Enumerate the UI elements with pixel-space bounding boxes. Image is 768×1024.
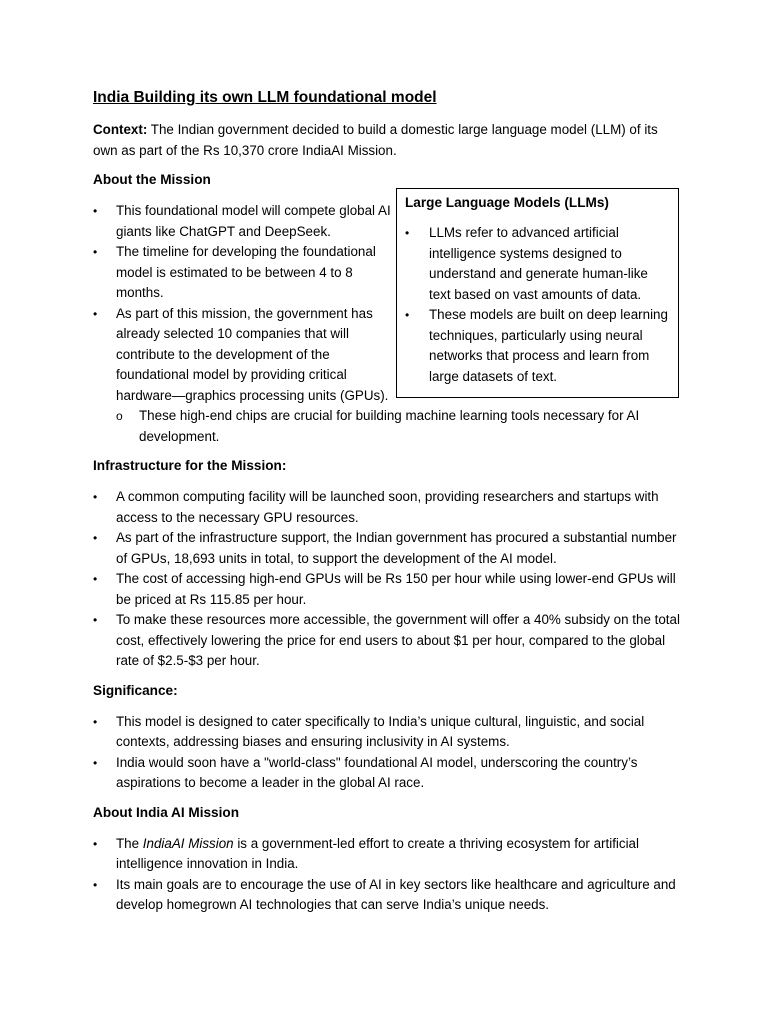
- list-item: • The timeline for developing the foundational model is estimated to be between 4 to 8 months.: [93, 244, 376, 300]
- context-text: The Indian government decided to build a domestic large language model (LLM) of its own as part of the Rs 10,370 crore IndiaAI Mission.: [93, 122, 658, 158]
- bullet-icon: •: [405, 226, 410, 240]
- document-title: India Building its own LLM foundational model: [93, 89, 437, 106]
- bullet-icon: •: [93, 714, 98, 729]
- bullet-icon: •: [93, 755, 98, 770]
- list-item: • As part of this mission, the government has already selected 10 companies that will contribute to the development of the foundational model by providing critical: [93, 305, 373, 382]
- bullet-icon: •: [93, 572, 98, 586]
- bullet-icon: •: [93, 531, 98, 545]
- document-page: [93, 86, 683, 916]
- llm-info-box: [396, 188, 679, 398]
- bullet-icon: •: [93, 490, 98, 504]
- hollow-bullet-icon: o: [116, 409, 123, 423]
- bullet-icon: •: [93, 836, 98, 851]
- bullet-icon: •: [93, 613, 98, 627]
- llm-box-heading: Large Language Models (LLMs): [405, 195, 609, 210]
- about-mission-heading: About the Mission: [93, 172, 211, 187]
- significance-list: [93, 712, 683, 794]
- about-indiaai-list: [93, 834, 683, 916]
- context-paragraph: [93, 120, 683, 161]
- list-item: • This foundational model will compete global AI giants like ChatGPT and DeepSeek.: [93, 203, 391, 239]
- bullet-icon: •: [93, 877, 98, 892]
- bullet-icon: •: [93, 204, 98, 218]
- sub-list-item: o These high-end chips are crucial for building machine learning tools necessary for AI development.: [116, 408, 640, 444]
- bullet-icon: •: [405, 308, 410, 322]
- list-item: • The cost of accessing high-end GPUs will be Rs 150 per hour while using lower-end GPUs will be priced at Rs 115.85 per hour.: [93, 571, 676, 607]
- about-indiaai-heading: About India AI Mission: [93, 804, 239, 820]
- infrastructure-list: [93, 487, 683, 672]
- context-label: Context:: [93, 122, 148, 137]
- list-item-continuation: hardware—graphics processing units (GPUs).: [116, 387, 389, 403]
- significance-heading: Significance:: [93, 682, 178, 698]
- list-item: • These models are built on deep learning techniques, particularly using neural networks that process and learn from large datasets of text.: [405, 307, 668, 384]
- about-mission-sublist: [93, 406, 683, 447]
- list-item: • LLMs refer to advanced artificial intelligence systems designed to understand and generate human-like text based on vast amounts of data.: [405, 225, 648, 302]
- list-item: • This model is designed to cater specifically to India’s unique cultural, linguistic, and social contexts, addressing biases and ensuring inclusivity in AI systems.: [93, 713, 645, 749]
- bullet-icon: •: [93, 245, 98, 259]
- list-item: • As part of the infrastructure support, the Indian government has procured a substantial number of GPUs, 18,693 units in total, to support the development of the AI model.: [93, 530, 677, 566]
- list-item: • India would soon have a "world-class" foundational AI model, underscoring the country’s aspirations to become a leader in the global AI race.: [93, 754, 638, 790]
- list-item: • Its main goals are to encourage the use of AI in key sectors like healthcare and agriculture and develop homegrown AI technologies that can serve India’s unique needs.: [93, 876, 676, 912]
- about-mission-list: [93, 201, 393, 386]
- bullet-icon: •: [93, 306, 98, 321]
- list-item: • To make these resources more accessible, the government will offer a 40% subsidy on the total cost, effectively lowering the price for end users to about $1 per hour, compared to the global rate of $2.5-$3 per hour.: [93, 612, 680, 668]
- llm-box-list: [405, 223, 668, 387]
- infrastructure-heading: Infrastructure for the Mission:: [93, 458, 287, 473]
- list-item: • A common computing facility will be launched soon, providing researchers and startups with access to the necessary GPU resources.: [93, 489, 659, 525]
- indiaai-mission-term: IndiaAI Mission: [142, 835, 234, 851]
- list-item: • The IndiaAI Mission is a government-led effort to create a thriving ecosystem for artificial intelligence innovation in India.: [93, 835, 639, 871]
